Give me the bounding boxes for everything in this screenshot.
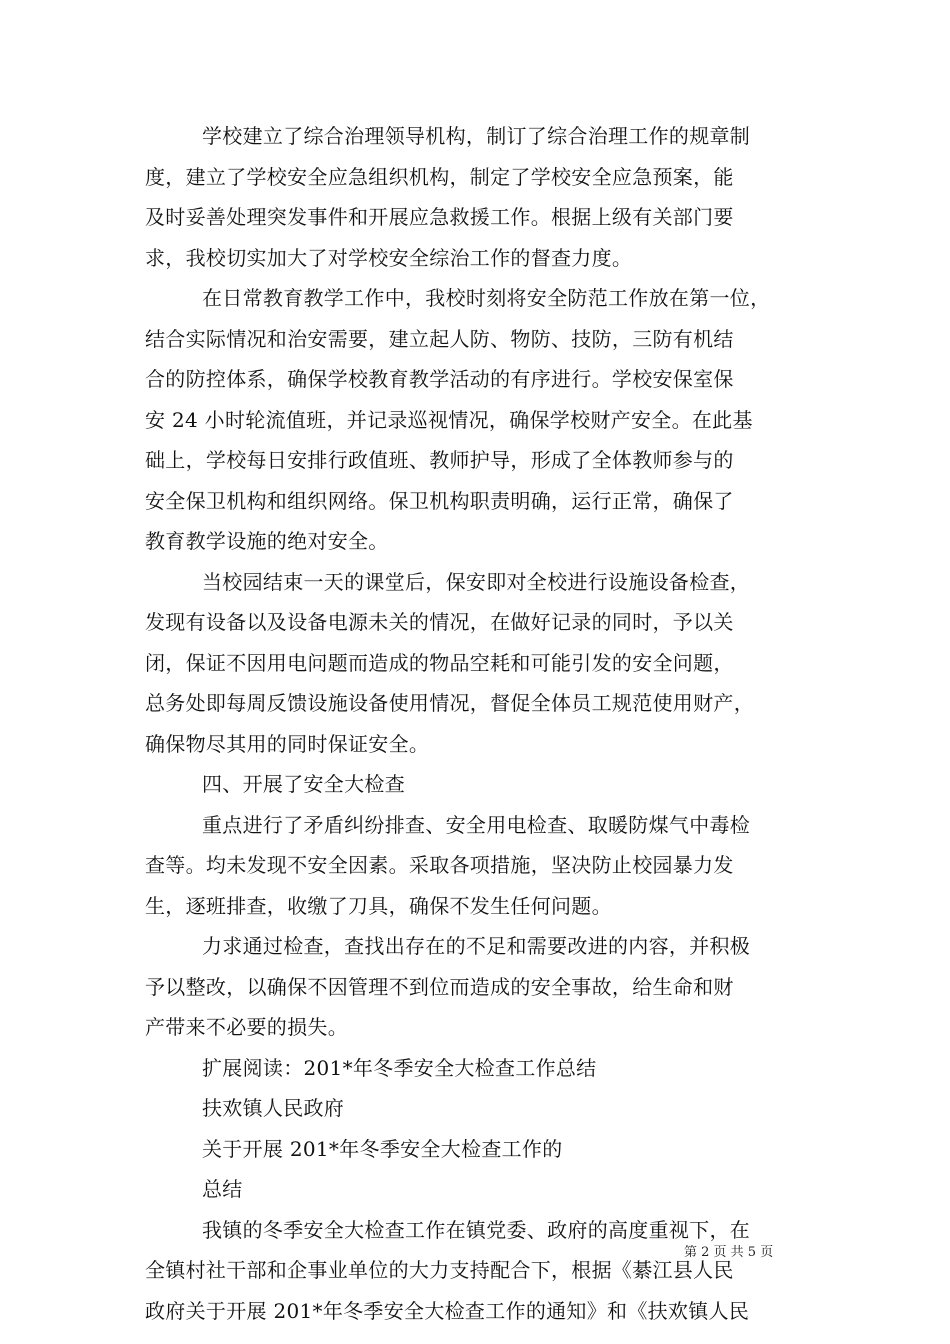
section-heading: 四、开展了安全大检查 bbox=[202, 772, 405, 796]
page-number-footer: 第 2 页 共 5 页 bbox=[684, 1245, 774, 1260]
paragraph-line: 及时妥善处理突发事件和开展应急救援工作。根据上级有关部门要 bbox=[145, 205, 734, 229]
paragraph-line: 重点进行了矛盾纠纷排查、安全用电检查、取暖防煤气中毒检 bbox=[202, 812, 751, 837]
paragraph-line: 结合实际情况和治安需要，建立起人防、物防、技防，三防有机结 bbox=[145, 326, 734, 351]
report-title-line: 总结 bbox=[202, 1177, 243, 1201]
paragraph-line: 闭，保证不因用电问题而造成的物品空耗和可能引发的安全问题， bbox=[145, 650, 734, 675]
issuer-name: 扶欢镇人民政府 bbox=[202, 1096, 345, 1120]
paragraph-line: 学校建立了综合治理领导机构，制订了综合治理工作的规章制 bbox=[202, 124, 751, 148]
paragraph-line: 查等。均未发现不安全因素。采取各项措施，坚决防止校园暴力发 bbox=[145, 853, 734, 877]
paragraph-line: 生，逐班排查，收缴了刀具，确保不发生任何问题。 bbox=[145, 893, 612, 918]
paragraph-line: 我镇的冬季安全大检查工作在镇党委、政府的高度重视下，在 bbox=[202, 1217, 751, 1242]
paragraph-line: 安 24 小时轮流值班，并记录巡视情况，确保学校财产安全。在此基 bbox=[145, 407, 753, 432]
paragraph-line: 度，建立了学校安全应急组织机构，制定了学校安全应急预案，能 bbox=[145, 164, 734, 189]
paragraph-line: 全镇村社干部和企事业单位的大力支持配合下，根据《綦江县人民 bbox=[145, 1258, 734, 1282]
paragraph-line: 产带来不必要的损失。 bbox=[145, 1015, 348, 1039]
paragraph-line: 政府关于开展 201*年冬季安全大检查工作的通知》和《扶欢镇人民 bbox=[145, 1298, 750, 1323]
paragraph-line: 确保物尽其用的同时保证安全。 bbox=[145, 731, 430, 756]
paragraph-line: 合的防控体系，确保学校教育教学活动的有序进行。学校安保室保 bbox=[145, 367, 734, 391]
paragraph-line: 在日常教育教学工作中，我校时刻将安全防范工作放在第一位， bbox=[202, 286, 771, 310]
paragraph-line: 安全保卫机构和组织网络。保卫机构职责明确，运行正常，确保了 bbox=[145, 488, 734, 513]
paragraph-line: 求，我校切实加大了对学校安全综治工作的督查力度。 bbox=[145, 245, 633, 270]
paragraph-line: 当校园结束一天的课堂后，保安即对全校进行设施设备检查， bbox=[202, 569, 751, 594]
paragraph-line: 予以整改，以确保不因管理不到位而造成的安全事故，给生命和财 bbox=[145, 974, 734, 999]
paragraph-line: 总务处即每周反馈设施设备使用情况，督促全体员工规范使用财产， bbox=[145, 691, 754, 715]
extended-reading-title: 扩展阅读：201*年冬季安全大检查工作总结 bbox=[202, 1055, 597, 1080]
report-title-line: 关于开展 201*年冬季安全大检查工作的 bbox=[202, 1136, 563, 1161]
paragraph-line: 力求通过检查，查找出存在的不足和需要改进的内容，并积极 bbox=[202, 934, 751, 958]
document-body bbox=[145, 116, 825, 1331]
paragraph-line: 发现有设备以及设备电源未关的情况，在做好记录的同时，予以关 bbox=[145, 610, 734, 634]
paragraph-line: 础上，学校每日安排行政值班、教师护导，形成了全体教师参与的 bbox=[145, 448, 734, 472]
paragraph-line: 教育教学设施的绝对安全。 bbox=[145, 529, 389, 553]
